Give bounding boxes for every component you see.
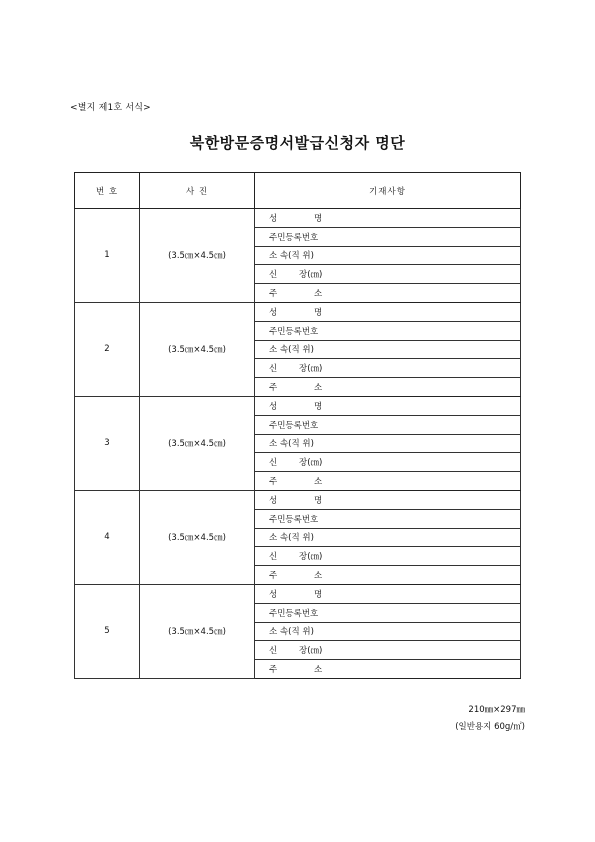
field-affiliation[interactable] — [255, 622, 521, 641]
applicant-number: 3 — [75, 396, 140, 490]
photo-box[interactable]: (3.5㎝×4.5㎝) — [140, 302, 255, 396]
table-row — [75, 302, 521, 321]
field-label: 신 — [269, 552, 278, 563]
field-label: 소 — [314, 665, 323, 676]
field-height[interactable] — [255, 359, 521, 378]
table-row — [75, 209, 521, 228]
field-label: 소 — [314, 571, 323, 582]
form-label: <별지 제1호 서식> — [70, 103, 151, 113]
field-affiliation[interactable] — [255, 246, 521, 265]
field-name[interactable] — [255, 584, 521, 603]
table-header-row — [75, 173, 521, 209]
field-label: 주민등록번호 — [269, 232, 319, 243]
field-label: 주민등록번호 — [269, 420, 319, 431]
field-label: 장(㎝) — [299, 270, 323, 281]
field-label: 성 — [269, 589, 278, 600]
field-label: 명 — [314, 213, 323, 224]
field-label: 주민등록번호 — [269, 514, 319, 525]
field-name[interactable] — [255, 490, 521, 509]
field-name[interactable] — [255, 302, 521, 321]
paper-size-note: 210㎜×297㎜ — [468, 705, 525, 715]
field-label: 장(㎝) — [299, 646, 323, 657]
field-label: 소 속(직 위) — [269, 439, 314, 450]
field-label: 장(㎝) — [299, 458, 323, 469]
field-label: 주 — [269, 477, 278, 488]
table-row — [75, 490, 521, 509]
field-address[interactable] — [255, 472, 521, 491]
field-height[interactable] — [255, 265, 521, 284]
field-name[interactable] — [255, 396, 521, 415]
field-label: 주 — [269, 665, 278, 676]
header-details: 기재사항 — [255, 173, 521, 209]
field-label: 주 — [269, 571, 278, 582]
field-rrn[interactable] — [255, 509, 521, 528]
field-label: 주 — [269, 289, 278, 300]
field-rrn[interactable] — [255, 321, 521, 340]
field-address[interactable] — [255, 660, 521, 679]
field-label: 장(㎝) — [299, 552, 323, 563]
photo-box[interactable]: (3.5㎝×4.5㎝) — [140, 490, 255, 584]
field-label: 신 — [269, 458, 278, 469]
field-label: 소 — [314, 477, 323, 488]
field-label: 신 — [269, 364, 278, 375]
document-title: 북한방문증명서발급신청자 명단 — [189, 134, 406, 152]
header-photo: 사 진 — [140, 173, 255, 209]
field-label: 소 속(직 위) — [269, 533, 314, 544]
field-label: 명 — [314, 495, 323, 506]
table-row — [75, 396, 521, 415]
field-rrn[interactable] — [255, 227, 521, 246]
field-label: 소 — [314, 383, 323, 394]
field-rrn[interactable] — [255, 415, 521, 434]
header-number: 번 호 — [75, 173, 140, 209]
applicant-number: 4 — [75, 490, 140, 584]
field-label: 신 — [269, 646, 278, 657]
photo-box[interactable]: (3.5㎝×4.5㎝) — [140, 584, 255, 678]
field-address[interactable] — [255, 284, 521, 303]
field-height[interactable] — [255, 547, 521, 566]
field-label: 신 — [269, 270, 278, 281]
field-label: 명 — [314, 401, 323, 412]
applicant-number: 5 — [75, 584, 140, 678]
field-address[interactable] — [255, 378, 521, 397]
field-label: 성 — [269, 213, 278, 224]
field-height[interactable] — [255, 641, 521, 660]
photo-box[interactable]: (3.5㎝×4.5㎝) — [140, 396, 255, 490]
field-label: 주민등록번호 — [269, 608, 319, 619]
field-affiliation[interactable] — [255, 340, 521, 359]
field-address[interactable] — [255, 566, 521, 585]
field-label: 소 속(직 위) — [269, 627, 314, 638]
field-rrn[interactable] — [255, 603, 521, 622]
field-label: 성 — [269, 307, 278, 318]
field-label: 주민등록번호 — [269, 326, 319, 337]
field-label: 소 속(직 위) — [269, 345, 314, 356]
field-label: 주 — [269, 383, 278, 394]
table-row — [75, 584, 521, 603]
field-label: 성 — [269, 401, 278, 412]
field-label: 소 속(직 위) — [269, 251, 314, 262]
field-name[interactable] — [255, 209, 521, 228]
field-label: 명 — [314, 589, 323, 600]
photo-box[interactable]: (3.5㎝×4.5㎝) — [140, 209, 255, 303]
field-affiliation[interactable] — [255, 528, 521, 547]
field-affiliation[interactable] — [255, 434, 521, 453]
applicant-number: 1 — [75, 209, 140, 303]
field-label: 장(㎝) — [299, 364, 323, 375]
paper-weight-note: (일반용지 60g/㎡) — [455, 722, 525, 732]
field-label: 성 — [269, 495, 278, 506]
field-height[interactable] — [255, 453, 521, 472]
applicant-number: 2 — [75, 302, 140, 396]
field-label: 소 — [314, 289, 323, 300]
applicant-roster-table — [74, 172, 521, 679]
field-label: 명 — [314, 307, 323, 318]
